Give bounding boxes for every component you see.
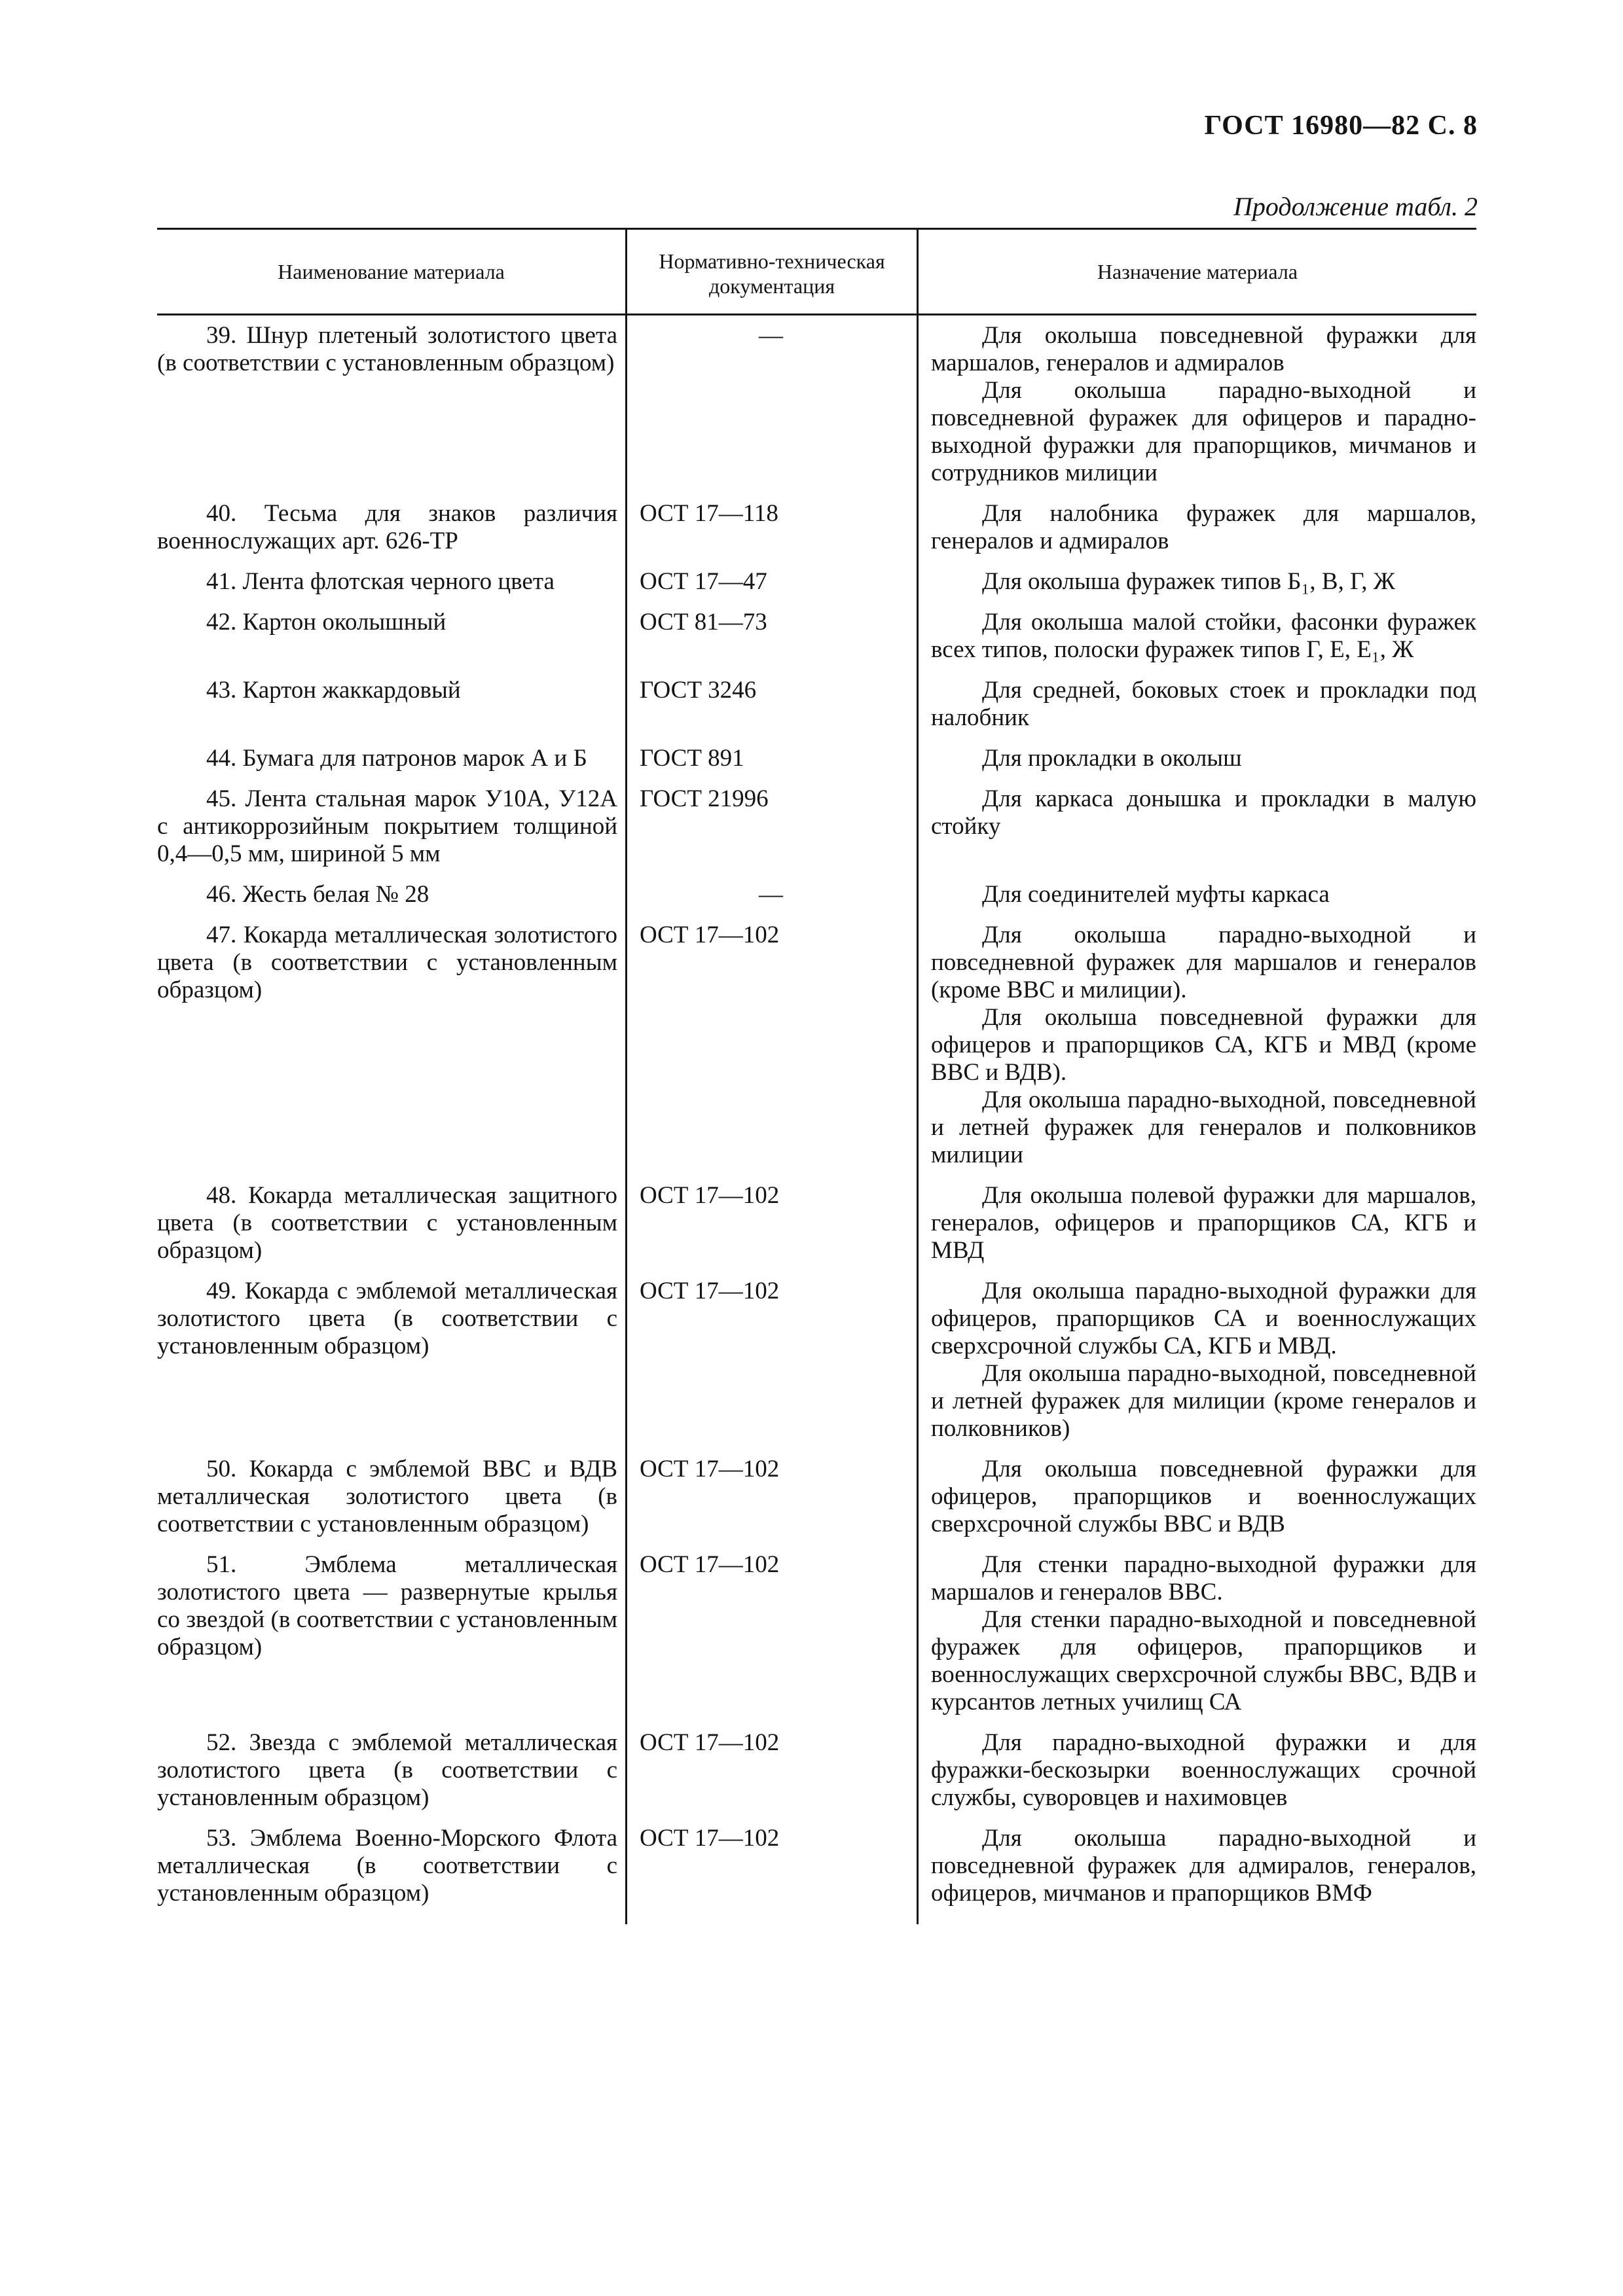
table-cell-document: ОСТ 17—102 [640, 1729, 780, 1756]
purpose-paragraph: Для прокладки в околыш [982, 745, 1242, 772]
table-cell-purpose [917, 1278, 1476, 1443]
purpose-paragraph: Для стенки парадно-выходной фуражки для маршалов и генералов ВВС. [931, 1551, 1476, 1605]
table-cell-material-name: 42. Картон околышный [206, 609, 447, 636]
table-cell-purpose [917, 568, 1476, 596]
table-cell-document: ГОСТ 3246 [640, 677, 757, 704]
table-cell-purpose [917, 881, 1476, 908]
table-cell-document: ОСТ 17—47 [640, 568, 767, 595]
table-cell-material-name: 43. Картон жаккардовый [206, 677, 461, 704]
table-cell-purpose [917, 500, 1476, 555]
table-cell-material-name: 53. Эмблема Военно-Морского Флота металлическая (в соответствии с установленным образцом) [157, 1825, 617, 1907]
table-continuation-label: Продолжение табл. 2 [1233, 192, 1478, 221]
table-cell-material-name: 40. Тесьма для знаков различия военнослужащих арт. 626-ТР [157, 500, 617, 554]
table-cell-material-name: 46. Жесть белая № 28 [206, 881, 429, 908]
table-cell-material-name: 48. Кокарда металлическая защитного цвета (в соответствии с установленным образцом) [157, 1182, 617, 1264]
table-cell-document: ГОСТ 891 [640, 745, 744, 772]
table-cell-material-name: 45. Лента стальная марок У10А, У12А с антикоррозийным покрытием толщиной 0,4—0,5 мм, шириной 5 мм [157, 785, 617, 867]
table-cell-material-name: 52. Звезда с эмблемой металлическая золотистого цвета (в соответствии с установленным образцом) [157, 1729, 617, 1811]
table-cell-purpose [917, 1729, 1476, 1812]
purpose-paragraph: Для околыша парадно-выходной и повседневной фуражек для маршалов и генералов (кроме ВВС и милиции). [931, 922, 1476, 1003]
table-cell-material-name: 41. Лента флотская черного цвета [206, 568, 555, 595]
purpose-paragraph: Для соединителей муфты каркаса [982, 881, 1330, 908]
table-cell-document: ОСТ 81—73 [640, 609, 767, 636]
table-cell-purpose [917, 677, 1476, 732]
table-cell-document: ГОСТ 21996 [640, 785, 769, 812]
purpose-paragraph: Для околыша повседневной фуражки для офицеров и прапорщиков СА, КГБ и МВД (кроме ВВС и ВДВ). [931, 1004, 1476, 1086]
purpose-paragraph: Для околыша малой стойки, фасонки фуражек всех типов, полоски фуражек типов Г, Е, Е₁, Ж [931, 609, 1476, 663]
table-cell-material-name: 39. Шнур плетеный золотистого цвета (в соответствии с установленным образцом) [157, 322, 617, 376]
table-cell-material-name: 50. Кокарда с эмблемой ВВС и ВДВ металлическая золотистого цвета (в соответствии с установленным образцом) [157, 1456, 617, 1537]
table-cell-purpose [917, 922, 1476, 1169]
table-cell-material-name: 47. Кокарда металлическая золотистого цвета (в соответствии с установленным образцом) [157, 922, 617, 1003]
purpose-paragraph: Для околыша парадно-выходной и повседневной фуражек для адмиралов, генералов, офицеров, мичманов и прапорщиков ВМФ [931, 1825, 1476, 1907]
materials-table [157, 228, 1476, 1924]
table-cell-document: ОСТ 17—118 [640, 500, 778, 527]
purpose-paragraph: Для стенки парадно-выходной и повседневной фуражек для офицеров, прапорщиков и военнослужащих сверхсрочной службы ВВС, ВДВ и курсантов летных училищ СА [931, 1606, 1476, 1715]
table-cell-purpose [917, 1182, 1476, 1265]
purpose-paragraph: Для парадно-выходной фуражки и для фуражки-бескозырки военнослужащих срочной службы, суворовцев и нахимовцев [931, 1729, 1476, 1811]
table-cell-purpose [917, 785, 1476, 868]
table-cell-document: ОСТ 17—102 [640, 1182, 780, 1209]
column-header-purpose: Назначение материала [917, 230, 1476, 314]
table-cell-purpose [917, 745, 1476, 772]
purpose-paragraph: Для околыша полевой фуражки для маршалов, генералов, офицеров и прапорщиков СА, КГБ и МВД [931, 1182, 1476, 1264]
table-cell-purpose [917, 1825, 1476, 1907]
table-cell-purpose [917, 322, 1476, 487]
table-cell-document: ОСТ 17—102 [640, 1278, 780, 1304]
table-cell-document: ОСТ 17—102 [640, 1456, 780, 1482]
column-header-document: Нормативно-техническая документация [625, 230, 917, 314]
table-cell-material-name: 51. Эмблема металлическая золотистого цвета — развернутые крылья со звездой (в соответствии с установленным образцом) [157, 1551, 617, 1660]
purpose-paragraph: Для околыша парадно-выходной фуражки для офицеров, прапорщиков СА и военнослужащих сверхсрочной службы СА, КГБ и МВД. [931, 1278, 1476, 1359]
table-cell-document: — [759, 322, 783, 349]
purpose-paragraph: Для околыша парадно-выходной и повседневной фуражек для офицеров и парадно-выходной фуражки для прапорщиков, мичманов и сотрудников милиции [931, 377, 1476, 486]
table-body [157, 315, 1476, 1924]
table-cell-document: — [759, 881, 783, 908]
purpose-paragraph: Для околыша повседневной фуражки для маршалов, генералов и адмиралов [931, 322, 1476, 376]
page-header: ГОСТ 16980—82 С. 8 [1204, 111, 1478, 141]
table-cell-material-name: 44. Бумага для патронов марок А и Б [206, 745, 587, 772]
table-cell-material-name: 49. Кокарда с эмблемой металлическая золотистого цвета (в соответствии с установленным образцом) [157, 1278, 617, 1359]
purpose-paragraph: Для налобника фуражек для маршалов, генералов и адмиралов [931, 500, 1476, 554]
purpose-paragraph: Для каркаса донышка и прокладки в малую стойку [931, 785, 1476, 840]
purpose-paragraph: Для околыша парадно-выходной, повседневной и летней фуражек для генералов и полковников милиции [931, 1086, 1476, 1168]
table-cell-document: ОСТ 17—102 [640, 922, 780, 948]
table-header [157, 230, 1476, 315]
table-cell-purpose [917, 1456, 1476, 1538]
table-cell-document: ОСТ 17—102 [640, 1825, 780, 1852]
table-cell-purpose [917, 1551, 1476, 1716]
purpose-paragraph: Для околыша повседневной фуражки для офицеров, прапорщиков и военнослужащих сверхсрочной службы ВВС и ВДВ [931, 1456, 1476, 1537]
column-header-name: Наименование материала [278, 260, 505, 283]
purpose-paragraph: Для околыша парадно-выходной, повседневной и летней фуражек для милиции (кроме генералов и полковников) [931, 1360, 1476, 1442]
purpose-paragraph: Для средней, боковых стоек и прокладки под налобник [931, 677, 1476, 731]
table-cell-purpose [917, 609, 1476, 664]
purpose-paragraph: Для околыша фуражек типов Б₁, В, Г, Ж [982, 568, 1395, 595]
table-cell-document: ОСТ 17—102 [640, 1551, 780, 1578]
